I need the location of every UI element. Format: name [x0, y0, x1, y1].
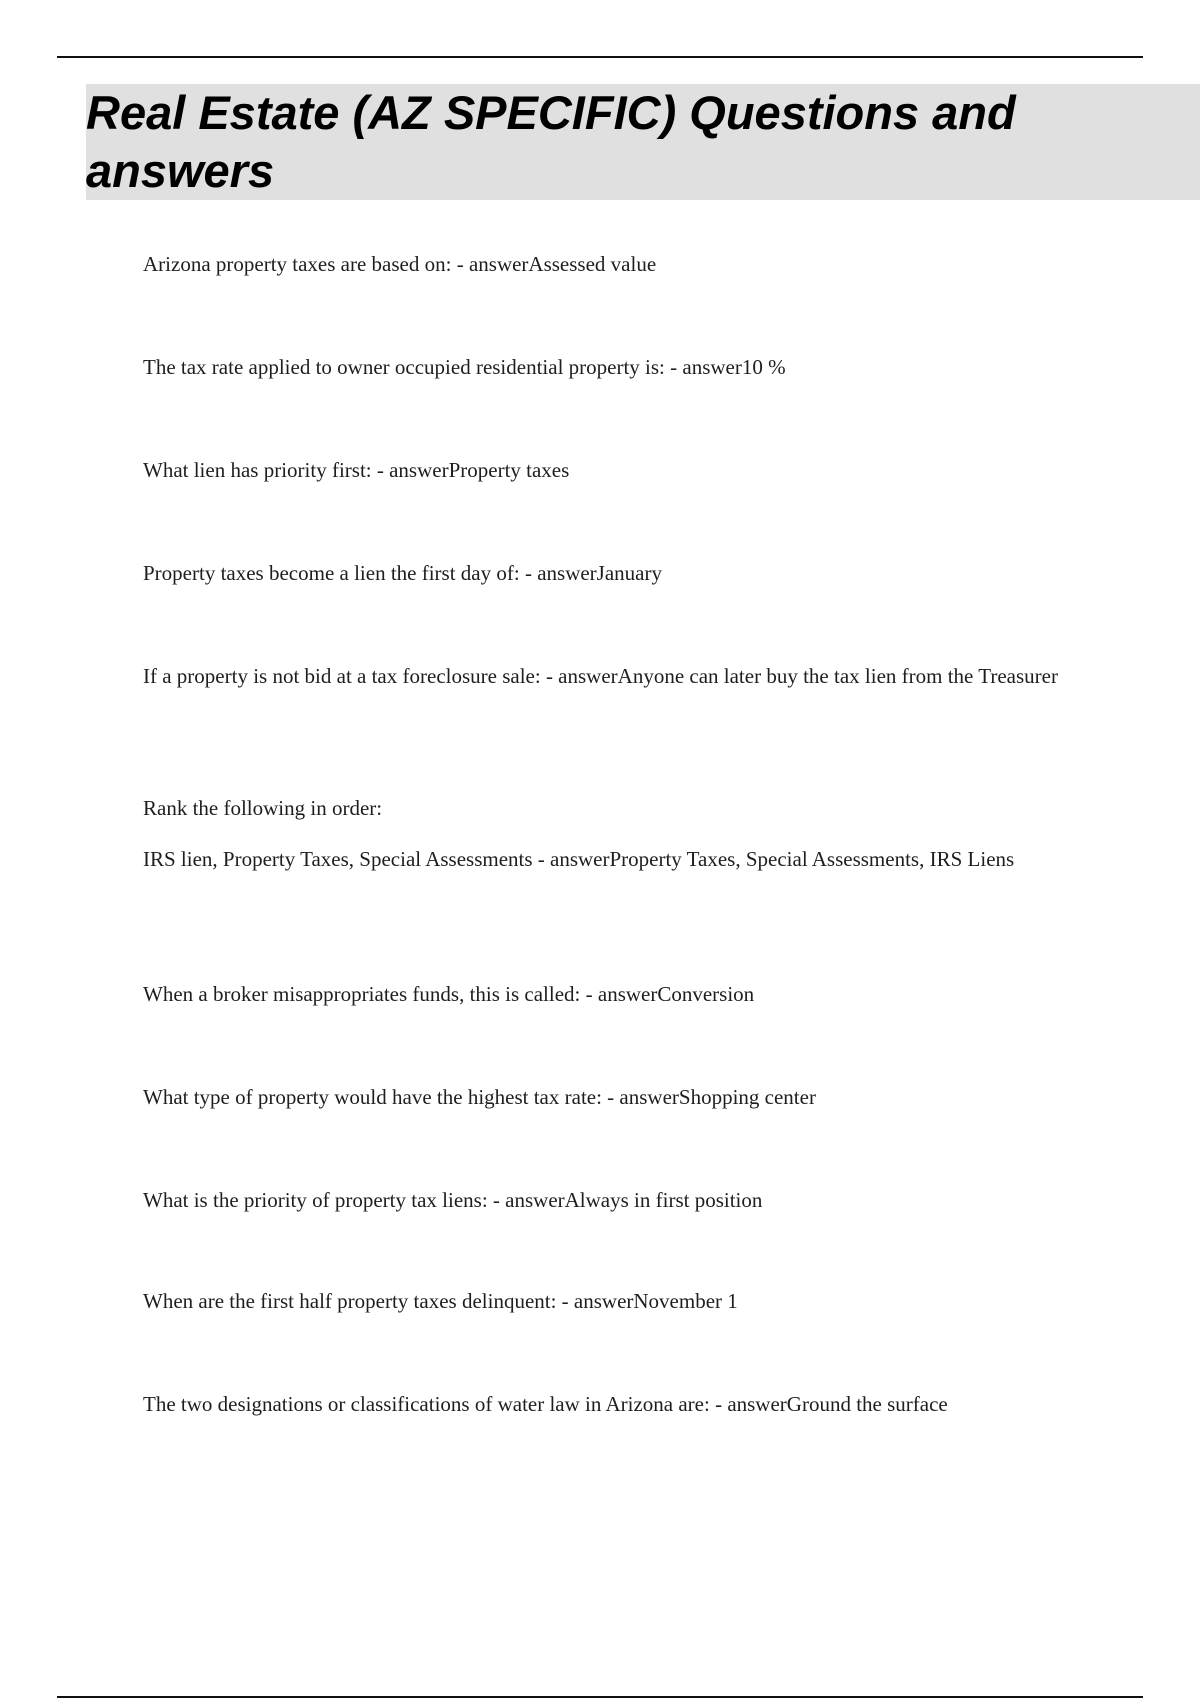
qa-entry-6-answer: IRS lien, Property Taxes, Special Assessments - answerProperty Taxes, Special Assessments, IRS Liens [143, 847, 1015, 871]
qa-entry-9: What is the priority of property tax liens: - answerAlways in first position [143, 1188, 763, 1212]
qa-entry-7: When a broker misappropriates funds, this is called: - answerConversion [143, 982, 755, 1006]
qa-entry-6-question: Rank the following in order: [143, 796, 383, 820]
qa-entry-8: What type of property would have the highest tax rate: - answerShopping center [143, 1085, 816, 1109]
qa-entry-5: If a property is not bid at a tax foreclosure sale: - answerAnyone can later buy the tax lien from the Treasurer [143, 664, 1058, 688]
qa-entry-10: When are the first half property taxes delinquent: - answerNovember 1 [143, 1289, 738, 1313]
qa-entry-2: The tax rate applied to owner occupied residential property is: - answer10 % [143, 355, 786, 379]
qa-entry-3: What lien has priority first: - answerProperty taxes [143, 458, 570, 482]
document-title: Real Estate (AZ SPECIFIC) Questions and answers [86, 86, 1016, 197]
bottom-rule [57, 1696, 1143, 1698]
qa-entry-11: The two designations or classifications of water law in Arizona are: - answerGround the surface [143, 1392, 948, 1416]
top-rule [57, 56, 1143, 58]
qa-entry-4: Property taxes become a lien the first day of: - answerJanuary [143, 561, 662, 585]
qa-entry-1: Arizona property taxes are based on: - answerAssessed value [143, 252, 657, 276]
